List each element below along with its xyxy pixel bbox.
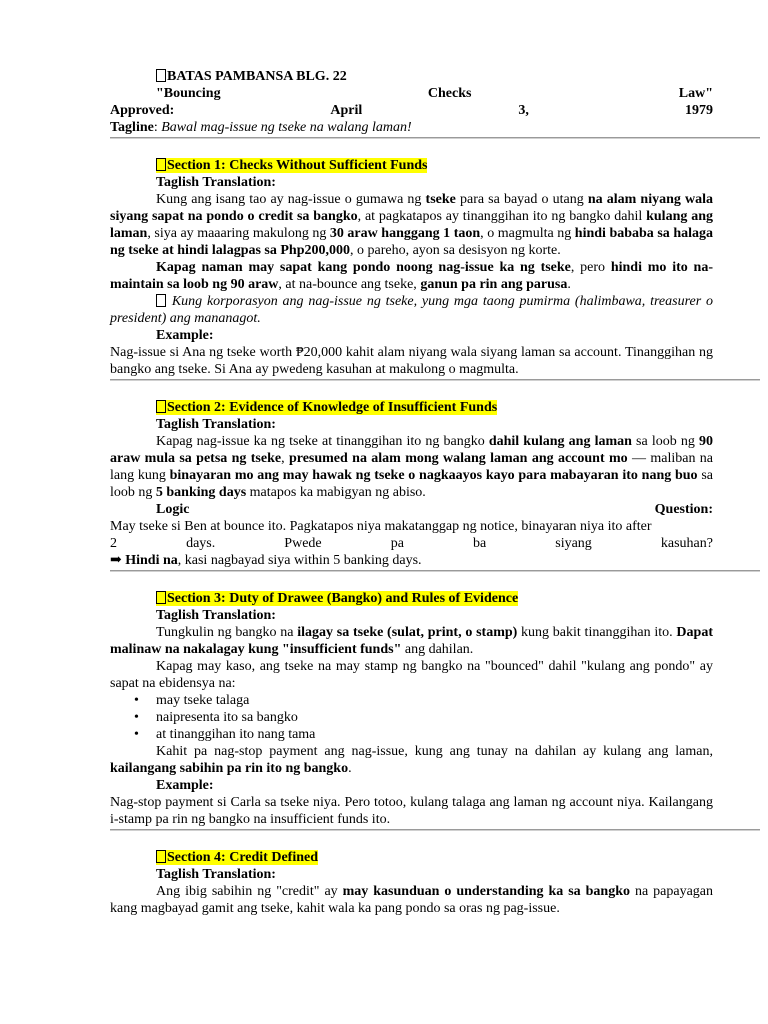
translation-label: Taglish Translation: — [156, 867, 276, 882]
paragraph: Kapag nag-issue ka ng tseke at tinanggihan ito ng bangko dahil kulang ang laman sa loob ng 90 araw mula sa petsa ng tseke, presumed na alam mong walang laman ang account mo — maliban na lang kung binayaran mo ang may hawak ng tseke o nagkaayos kayo para mabayaran ito nang buo sa loob ng 5 banking days matapos ka mabigyan ng abiso. — [110, 434, 714, 500]
logic-question-text: May tseke si Ben at bounce ito. Pagkatapos niya makatanggap ng notice, binayaran niya ito after — [110, 519, 652, 534]
missing-glyph-icon — [156, 158, 166, 171]
document-title: BATAS PAMBANSA BLG. 22 — [110, 68, 713, 85]
logic-question-text-end: 2 days. Pwede pa ba siyang kasuhan? — [110, 536, 713, 551]
section-4 — [110, 849, 713, 917]
section-heading: Section 1: Checks Without Sufficient Funds — [110, 157, 713, 174]
section-2 — [110, 399, 713, 569]
section-3 — [110, 590, 713, 828]
missing-glyph-icon — [156, 850, 166, 863]
divider — [110, 570, 760, 572]
divider — [110, 829, 760, 831]
divider — [110, 379, 760, 381]
translation-label: Taglish Translation: — [156, 608, 276, 623]
arrow-right-icon: ➡ — [110, 553, 122, 568]
tagline: Tagline: Bawal mag-issue ng tseke na walang laman! — [110, 120, 412, 135]
paragraph: Kung ang isang tao ay nag-issue o gumawa ng tseke para sa bayad o utang na alam niyang wala siyang sapat na pondo o credit sa bangko, at pagkatapos ay tinanggihan ito ng bangko dahil kulang ang laman, siya ay maaaring makulong ng 30 araw hanggang 1 taon, o magmulta ng hindi bababa sa halaga ng tseke at hindi lalagpas sa Php200,000, o pareho, ayon sa desisyon ng korte. — [110, 192, 713, 258]
section-heading: Section 3: Duty of Drawee (Bangko) and Rules of Evidence — [110, 590, 713, 607]
example-label: Example: — [156, 328, 214, 343]
example-text: Nag-stop payment si Carla sa tseke niya. Pero totoo, kulang talaga ang laman ng account niya. Kailangang i-stamp pa rin ng bangko na insufficient funds ito. — [110, 795, 713, 827]
divider — [110, 137, 760, 139]
paragraph: Tungkulin ng bangko na ilagay sa tseke (sulat, print, o stamp) kung bakit tinanggihan ito. Dapat malinaw na nakalagay kung "insufficient funds" ang dahilan. — [110, 625, 713, 657]
paragraph: Kapag may kaso, ang tseke na may stamp ng bangko na "bounced" dahil "kulang ang pondo" ay sapat na ebidensya na: — [110, 659, 713, 691]
paragraph: Kahit pa nag-stop payment ang nag-issue, kung ang tunay na dahilan ay kulang ang laman, kailangang sabihin pa rin ito ng bangko. — [110, 744, 713, 776]
logic-question-label: Logic Question: — [156, 502, 713, 517]
missing-glyph-icon — [156, 591, 166, 604]
paragraph: Kung korporasyon ang nag-issue ng tseke, yung mga taong pumirma (halimbawa, treasurer o president) ang mananagot. — [110, 294, 713, 326]
missing-glyph-icon — [156, 69, 166, 82]
translation-label: Taglish Translation: — [156, 417, 276, 432]
example-text: Nag-issue si Ana ng tseke worth ₱20,000 kahit alam niyang wala siyang laman sa account. Tinanggihan ng bangko ang tseke. Si Ana ay pwedeng kasuhan at makulong o magmulta. — [110, 345, 713, 377]
missing-glyph-icon — [156, 400, 166, 413]
paragraph: Ang ibig sabihin ng "credit" ay may kasunduan o understanding ka sa bangko na papayagan kang magbayad gamit ang tseke, kahit wala ka pang pondo sa oras ng pag-issue. — [110, 884, 713, 916]
section-1 — [110, 157, 713, 378]
paragraph: Kapag naman may sapat kang pondo noong nag-issue ka ng tseke, pero hindi mo ito na-maintain sa loob ng 90 araw, at na-bounce ang tseke, ganun pa rin ang parusa. — [110, 260, 713, 292]
example-label: Example: — [156, 778, 214, 793]
translation-label: Taglish Translation: — [156, 175, 276, 190]
section-heading: Section 2: Evidence of Knowledge of Insufficient Funds — [110, 399, 713, 416]
section-heading: Section 4: Credit Defined — [110, 849, 713, 866]
document-subtitle: "Bouncing Checks Law" — [156, 86, 713, 101]
document-page — [110, 68, 713, 917]
list-item: • may tseke talaga — [156, 692, 713, 709]
approved-line: Approved: April 3, 1979 — [110, 103, 713, 118]
missing-glyph-icon — [156, 294, 166, 307]
bullet-list — [110, 692, 713, 743]
list-item: • naipresenta ito sa bangko — [156, 709, 713, 726]
answer: ➡ Hindi na, kasi nagbayad siya within 5 banking days. — [110, 553, 422, 568]
list-item: • at tinanggihan ito nang tama — [156, 726, 713, 743]
